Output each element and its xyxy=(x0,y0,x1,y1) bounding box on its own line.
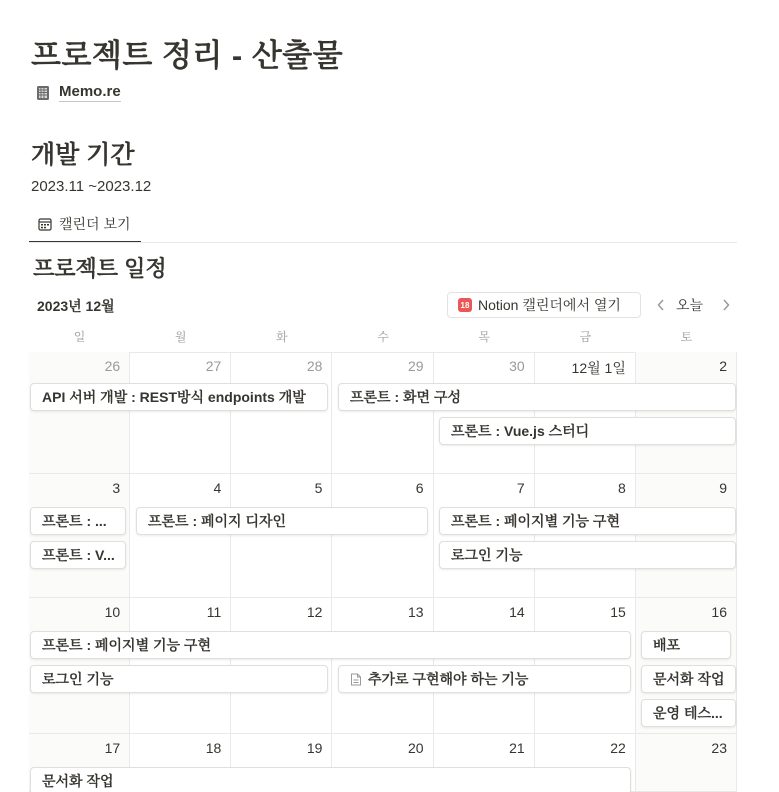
weekday-label: 수 xyxy=(377,330,389,344)
day-number: 17 xyxy=(104,740,121,756)
calendar-event-label: 문서화 작업 xyxy=(42,773,114,789)
day-number: 15 xyxy=(610,604,626,620)
day-number: 5 xyxy=(314,480,323,496)
calendar-day-cell[interactable] xyxy=(332,474,433,598)
day-number: 12 xyxy=(306,604,323,620)
calendar-day-cell[interactable] xyxy=(434,352,535,474)
day-number: 27 xyxy=(205,358,222,374)
chevron-left-icon xyxy=(657,299,665,311)
day-number: 20 xyxy=(407,740,424,756)
calendar-day-cell[interactable] xyxy=(231,474,332,598)
calendar-event[interactable] xyxy=(30,767,631,792)
calendar-day-cell[interactable] xyxy=(130,474,231,598)
calendar-icon xyxy=(38,217,52,231)
day-number: 23 xyxy=(711,740,727,756)
day-number: 28 xyxy=(306,358,323,374)
tab-calendar-view-label: 캘린더 보기 xyxy=(59,215,131,232)
calendar-day-cell[interactable] xyxy=(332,352,433,474)
weekday-label: 토 xyxy=(680,330,693,344)
day-number: 22 xyxy=(610,740,626,756)
day-number: 18 xyxy=(205,740,222,756)
calendar-event[interactable] xyxy=(439,507,736,535)
weekday-label: 금 xyxy=(579,330,592,344)
calendar-grid xyxy=(29,352,737,792)
day-number: 13 xyxy=(407,604,424,620)
calendar-event-label: 로그인 기능 xyxy=(451,547,523,563)
calendar-day-cell[interactable] xyxy=(130,352,231,474)
day-number: 8 xyxy=(618,480,626,496)
calendar-day-cell[interactable] xyxy=(434,474,535,598)
day-number: 16 xyxy=(711,604,727,620)
day-number: 12월 1일 xyxy=(571,360,626,376)
calendar-event-label: 추가로 구현해야 하는 기능 xyxy=(368,671,529,687)
calendar-event[interactable] xyxy=(30,507,126,535)
chevron-right-icon xyxy=(722,299,730,311)
calendar-day-cell[interactable] xyxy=(636,734,737,792)
notebook-icon xyxy=(35,85,51,101)
calendar-event[interactable] xyxy=(439,541,736,569)
open-in-notion-calendar-label: Notion 캘린더에서 열기 xyxy=(478,297,621,313)
calendar-event-label: 로그인 기능 xyxy=(42,671,114,687)
calendar-event[interactable] xyxy=(641,631,731,659)
open-in-notion-calendar-button[interactable] xyxy=(447,292,641,318)
memo-link[interactable] xyxy=(35,83,121,102)
memo-link-label[interactable]: Memo.re xyxy=(59,83,121,100)
calendar-event-label: 프론트 : V... xyxy=(42,547,115,563)
calendar-day-cell[interactable] xyxy=(29,352,130,474)
calendar-event[interactable] xyxy=(30,383,328,411)
weekday-label: 일 xyxy=(73,330,86,344)
development-period: 2023.11 ~2023.12 xyxy=(31,178,152,195)
page-title: 프로젝트 정리 - 산출물 xyxy=(31,38,344,73)
calendar-day-cell[interactable] xyxy=(636,474,737,598)
calendar-event-label: 프론트 : 페이지 디자인 xyxy=(148,513,287,529)
notion-calendar-icon: 18 xyxy=(458,298,472,312)
calendar-event[interactable] xyxy=(136,507,428,535)
calendar-event[interactable] xyxy=(30,631,631,659)
calendar-event-label: 프론트 : 페이지별 기능 구현 xyxy=(451,513,620,529)
day-number: 29 xyxy=(407,358,424,374)
day-number: 30 xyxy=(509,358,525,374)
day-number: 26 xyxy=(104,358,121,374)
weekday-label: 화 xyxy=(276,330,288,344)
day-number: 19 xyxy=(306,740,323,756)
calendar-title: 프로젝트 일정 xyxy=(33,256,167,281)
calendar-day-cell[interactable] xyxy=(636,352,737,474)
calendar-event[interactable] xyxy=(641,699,736,727)
calendar-event[interactable] xyxy=(30,665,328,693)
calendar-day-cell[interactable] xyxy=(535,474,636,598)
calendar-event-label: 문서화 작업 xyxy=(653,671,725,687)
weekday-label: 월 xyxy=(174,330,187,344)
calendar-event[interactable] xyxy=(338,383,736,411)
day-number: 21 xyxy=(509,740,525,756)
calendar-day-cell[interactable] xyxy=(535,352,636,474)
day-number: 9 xyxy=(719,480,727,496)
calendar-event-label: 프론트 : ... xyxy=(42,513,107,529)
calendar-event-label: 프론트 : Vue.js 스터디 xyxy=(451,423,590,439)
calendar-event-label: 운영 테스... xyxy=(653,705,723,721)
tab-calendar-view[interactable] xyxy=(29,206,141,243)
tab-divider xyxy=(29,242,737,243)
calendar-event-label: 프론트 : 화면 구성 xyxy=(350,389,461,405)
previous-month-button[interactable] xyxy=(654,295,668,315)
weekday-label: 목 xyxy=(478,330,490,344)
calendar-event[interactable] xyxy=(439,417,736,445)
day-number: 7 xyxy=(516,480,525,496)
day-number: 2 xyxy=(719,358,727,374)
calendar-event-label: 프론트 : 페이지별 기능 구현 xyxy=(42,637,211,653)
calendar-event[interactable] xyxy=(30,541,126,569)
page-icon xyxy=(350,673,362,686)
calendar-day-cell[interactable] xyxy=(231,352,332,474)
calendar-event[interactable] xyxy=(641,665,736,693)
section-title: 개발 기간 xyxy=(31,141,135,169)
day-number: 6 xyxy=(415,480,424,496)
calendar-event-label: API 서버 개발 : REST방식 endpoints 개발 xyxy=(42,389,306,405)
weekday-header xyxy=(29,328,737,346)
calendar-day-cell[interactable] xyxy=(29,474,130,598)
next-month-button[interactable] xyxy=(719,295,733,315)
day-number: 4 xyxy=(213,480,222,496)
day-number: 3 xyxy=(112,480,121,496)
today-button[interactable]: 오늘 xyxy=(676,297,704,313)
day-number: 10 xyxy=(104,604,121,620)
day-number: 14 xyxy=(509,604,525,620)
calendar-event[interactable] xyxy=(338,665,631,693)
day-number: 11 xyxy=(206,604,222,620)
month-label: 2023년 12월 xyxy=(37,298,115,314)
calendar-event-label: 배포 xyxy=(653,637,681,653)
